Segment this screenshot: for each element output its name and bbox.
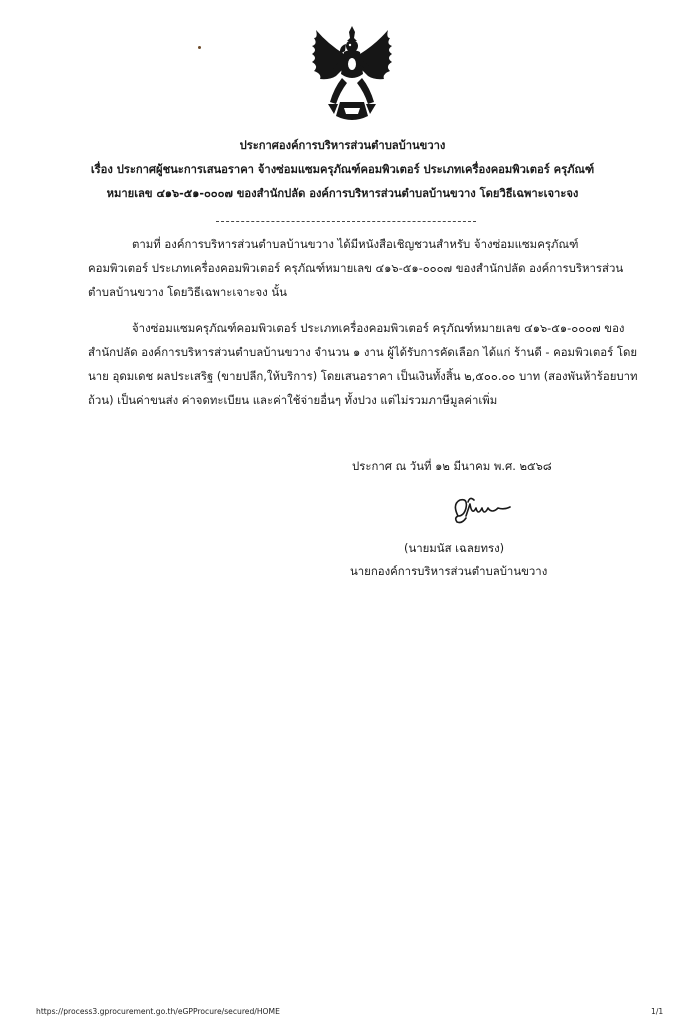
header-subject-line-2: หมายเลข ๔๑๖-๕๑-๐๐๐๗ ของสำนักปลัด องค์การบริหารส่วนตำบลบ้านขวาง โดยวิธีเฉพาะเจาะจง — [106, 187, 579, 200]
para1-line-2: คอมพิวเตอร์ ประเภทเครื่องคอมพิวเตอร์ ครุภัณฑ์หมายเลข ๔๑๖-๕๑-๐๐๐๗ ของสำนักปลัด องค์การบริหารส่วน — [88, 261, 624, 275]
garuda-emblem-icon — [306, 24, 398, 128]
para2-line-4: ถ้วน) เป็นค่าขนส่ง ค่าจดทะเบียน และค่าใช้จ่ายอื่นๆ ทั้งปวง แต่ไม่รวมภาษีมูลค่าเพิ่ม — [88, 393, 498, 407]
ink-dot — [198, 46, 201, 49]
signatory-position: นายกองค์การบริหารส่วนตำบลบ้านขวาง — [350, 564, 548, 578]
footer-url: https://process3.gprocurement.go.th/eGPProcure/secured/HOME — [36, 1007, 280, 1016]
announcement-date: ประกาศ ณ วันที่ ๑๒ มีนาคม พ.ศ. ๒๕๖๘ — [352, 459, 552, 473]
footer-page-number: 1/1 — [651, 1007, 664, 1016]
header-subject-line-1: เรื่อง ประกาศผู้ชนะการเสนอราคา จ้างซ่อมแซมครุภัณฑ์คอมพิวเตอร์ ประเภทเครื่องคอมพิวเตอร์ ครุภัณฑ์ — [90, 163, 595, 176]
header-title: ประกาศองค์การบริหารส่วนตำบลบ้านขวาง — [239, 139, 446, 152]
para2-line-1: จ้างซ่อมแซมครุภัณฑ์คอมพิวเตอร์ ประเภทเครื่องคอมพิวเตอร์ ครุภัณฑ์หมายเลข ๔๑๖-๕๑-๐๐๐๗ ของ — [132, 321, 625, 335]
signatory-name: (นายมนัส เฉลยทรง) — [404, 541, 505, 555]
para1-line-1: ตามที่ องค์การบริหารส่วนตำบลบ้านขวาง ได้มีหนังสือเชิญชวนสำหรับ จ้างซ่อมแซมครุภัณฑ์ — [132, 237, 579, 251]
handwritten-signature-icon — [448, 494, 514, 528]
dashed-separator — [216, 221, 476, 222]
para1-line-3: ตำบลบ้านขวาง โดยวิธีเฉพาะเจาะจง นั้น — [88, 285, 287, 299]
para2-line-3: นาย อุดมเดช ผลประเสริฐ (ขายปลีก,ให้บริการ) โดยเสนอราคา เป็นเงินทั้งสิ้น ๒,๕๐๐.๐๐ บาท (สองพันห้าร้อยบาท — [88, 369, 638, 383]
para2-line-2: สำนักปลัด องค์การบริหารส่วนตำบลบ้านขวาง จำนวน ๑ งาน ผู้ได้รับการคัดเลือก ได้แก่ ร้านดี - คอมพิวเตอร์ โดย — [88, 345, 638, 359]
